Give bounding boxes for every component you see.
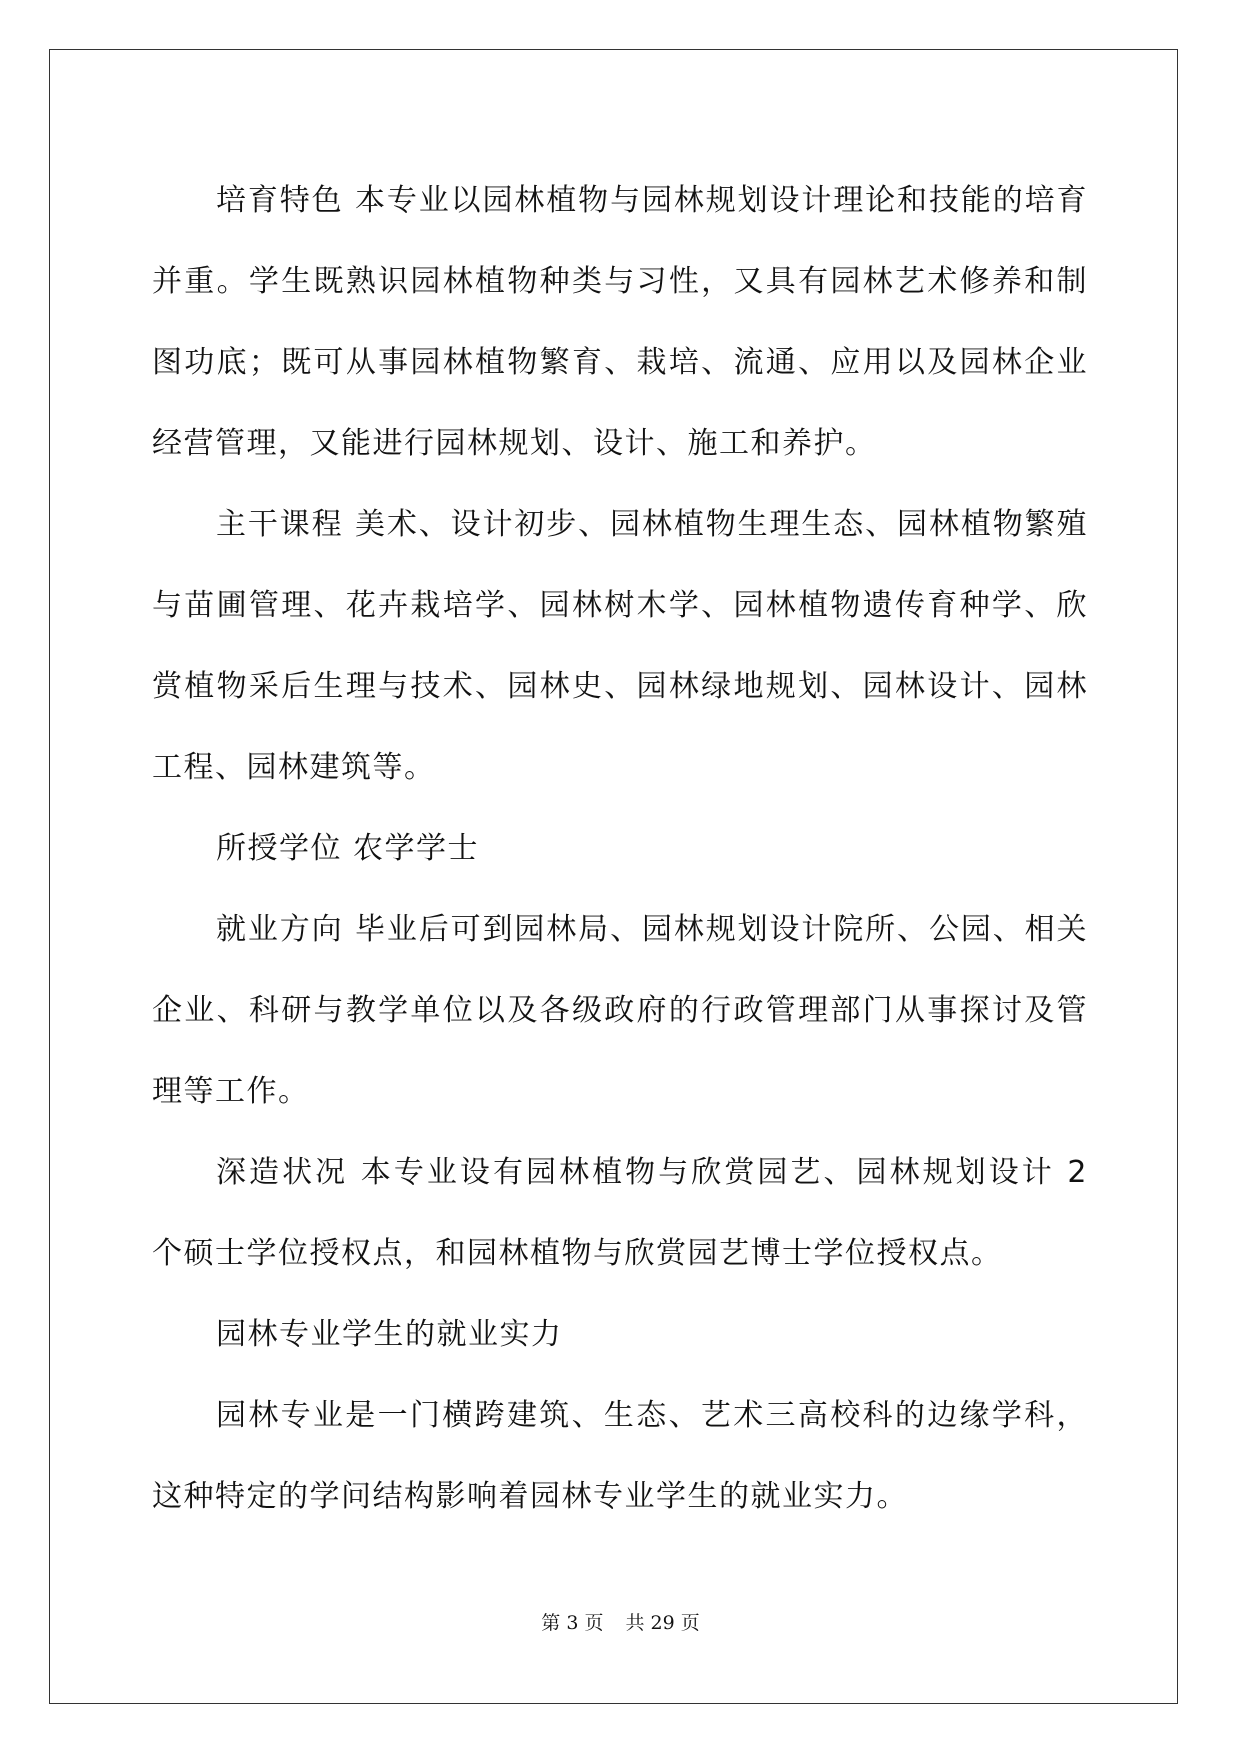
paragraph-employment-ability: 园林专业是一门横跨建筑、生态、艺术三高校科的边缘学科，这种特定的学问结构影响着园林专业学生的就业实力。 <box>152 1398 1088 1514</box>
page-number: 第 3 页 <box>541 1612 604 1634</box>
paragraph-degree: 所授学位 农学学士 <box>216 831 480 866</box>
page-total: 共 29 页 <box>625 1612 700 1634</box>
page-footer <box>0 1608 1241 1635</box>
paragraph-training-features: 培育特色 本专业以园林植物与园林规划设计理论和技能的培育并重。学生既熟识园林植物种类与习性，又具有园林艺术修养和制图功底；既可从事园林植物繁育、栽培、流通、应用以及园林企业经营管理，又能进行园林规划、设计、施工和养护。 <box>152 183 1088 461</box>
section-heading: 园林专业学生的就业实力 <box>216 1317 563 1352</box>
paragraph-employment-direction: 就业方向 毕业后可到园林局、园林规划设计院所、公园、相关企业、科研与教学单位以及各级政府的行政管理部门从事探讨及管理等工作。 <box>152 912 1088 1109</box>
paragraph-further-study: 深造状况 本专业设有园林植物与欣赏园艺、园林规划设计 2 个硕士学位授权点，和园林植物与欣赏园艺博士学位授权点。 <box>152 1155 1088 1271</box>
document-body <box>152 160 1088 1537</box>
paragraph-core-courses: 主干课程 美术、设计初步、园林植物生理生态、园林植物繁殖与苗圃管理、花卉栽培学、园林树木学、园林植物遗传育种学、欣赏植物采后生理与技术、园林史、园林绿地规划、园林设计、园林工程、园林建筑等。 <box>152 507 1088 785</box>
